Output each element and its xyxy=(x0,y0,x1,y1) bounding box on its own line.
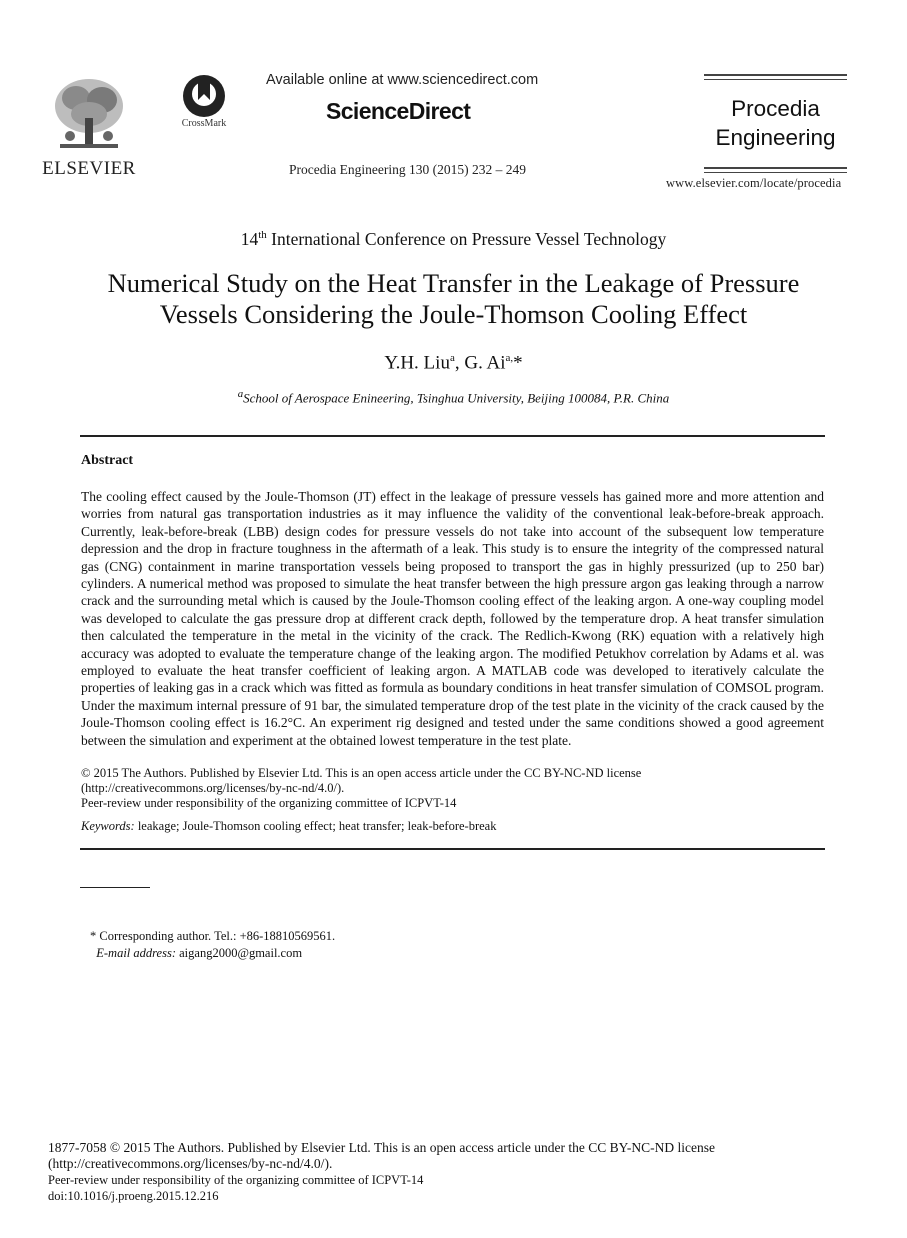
bottom-license-url-line xyxy=(48,1156,848,1172)
keywords-label: Keywords: xyxy=(81,819,135,833)
elsevier-tree-icon xyxy=(52,76,126,156)
doi-link[interactable]: doi:10.1016/j.proeng.2015.12.216 xyxy=(48,1189,219,1203)
conference-name xyxy=(0,229,907,250)
bottom-peer-review: Peer-review under responsibility of the organizing committee of ICPVT-14 xyxy=(48,1173,424,1187)
affiliation xyxy=(0,388,907,406)
abstract-heading: Abstract xyxy=(81,453,134,468)
abstract-body: The cooling effect caused by the Joule-Thomson (JT) effect in the leakage of pressure vessels has gained more and more attention and worries from natural gas transportation industries as it may influence the validity of the conventional leak-before-break approach. Currently, leak-before-break (LBB) design codes for pressure vessels do not take into account of the subsequent low temperature depression and the drop in fracture toughness in the aftermath of a leak. This study is to ensure the integrity of the compressed natural gas (CNG) containment in marine transportation vessels being proposed to transport the gas in highly pressurized (up to 250 bar) cylinders. A numerical method was proposed to simulate the heat transfer between the high pressure argon gas leaking through a narrow crack and the surrounding metal which is caused by the Joule-Thomson cooling effect of the leaking argon. A one-way coupling model was developed to calculate the gas pressure drop at different crack depth, followed by the temperature drop. A heat transfer simulation then calculated the temperature in the metal in the vicinity of the crack. The Redlich-Kwong (RK) equation with a relatively high accuracy was adopted to evaluate the temperature change of the leaking argon. The modified Petukhov correlation by Adams et al. was employed to evaluate the heat transfer coefficient of leaking argon. A MATLAB code was developed to iteratively calculate the properties of leaking gas in a crack which was fitted as formula as boundary conditions in heat transfer simulation of COMSOL program. Under the maximum internal pressure of 91 bar, the simulated temperature drop of the test plate in the vicinity of the crack caused by the Joule-Thomson cooling effect is 16.2°C. An experiment rig designed and tested under the same conditions showed a good agreement between the simulation and experiment at the obtained lowest temperature in the test plate. xyxy=(81,489,824,748)
crossmark-icon xyxy=(182,74,226,118)
journal-title xyxy=(704,94,847,152)
elsevier-logo xyxy=(30,74,148,178)
bottom-url-close: ). xyxy=(324,1156,333,1171)
sciencedirect-logo: ScienceDirect xyxy=(326,98,471,124)
journal-title-line1: Procedia xyxy=(731,96,820,121)
email-line xyxy=(90,945,335,962)
paper-title-line2: Vessels Considering the Joule-Thomson Cooling Effect xyxy=(159,299,748,329)
journal-title-box xyxy=(704,74,847,174)
footnote xyxy=(90,928,335,962)
journal-box-rule-bottom xyxy=(704,167,847,169)
paper-title xyxy=(60,268,847,330)
peer-review-line: Peer-review under responsibility of the organizing committee of ICPVT-14 xyxy=(81,796,457,810)
affiliation-mark: a xyxy=(237,388,244,400)
author-list xyxy=(0,352,907,374)
keywords xyxy=(81,819,824,834)
crossmark-label: CrossMark xyxy=(181,118,227,129)
elsevier-wordmark: ELSEVIER xyxy=(42,158,136,179)
author-name: Y.H. Liu xyxy=(384,352,450,374)
author-separator: , xyxy=(454,352,465,374)
license-url-link[interactable]: http://creativecommons.org/licenses/by-nc-nd/4.0/ xyxy=(85,781,337,795)
bottom-matter xyxy=(48,1140,848,1204)
license-url-open: ( xyxy=(81,781,86,795)
corresponding-author-mark[interactable]: * xyxy=(513,352,523,374)
author-name: G. Ai xyxy=(464,352,506,374)
corresponding-author-note: * Corresponding author. Tel.: +86-18810569561. xyxy=(90,929,336,943)
conference-ordinal: 14 xyxy=(240,229,259,249)
keywords-list: leakage; Joule-Thomson cooling effect; heat transfer; leak-before-break xyxy=(134,819,497,833)
journal-box-rule-bottom-thin xyxy=(704,172,847,173)
journal-reference: Procedia Engineering 130 (2015) 232 – 249 xyxy=(289,162,526,177)
conference-ordinal-suffix: th xyxy=(258,229,267,242)
email-address[interactable]: aigang2000@gmail.com xyxy=(176,946,303,960)
paper-title-line1: Numerical Study on the Heat Transfer in the Leakage of Pressure xyxy=(107,268,800,298)
license-url-close: ). xyxy=(336,781,345,795)
bottom-url-open: ( xyxy=(48,1156,53,1171)
copyright-line: © 2015 The Authors. Published by Elsevier Ltd. This is an open access article under the CC BY-NC-ND license xyxy=(81,766,642,780)
conference-title: International Conference on Pressure Vessel Technology xyxy=(266,229,667,249)
crossmark-badge[interactable] xyxy=(172,74,236,134)
license-block xyxy=(81,766,824,811)
footnote-rule xyxy=(80,887,150,888)
divider-rule-bottom xyxy=(80,848,825,850)
available-online-text[interactable]: Available online at www.sciencedirect.com xyxy=(266,72,539,88)
journal-title-line2: Engineering xyxy=(715,125,836,150)
email-label: E-mail address: xyxy=(96,946,176,960)
author-affiliation-mark: a, xyxy=(505,352,514,364)
license-url-line xyxy=(81,781,824,796)
divider-rule-top xyxy=(80,435,825,437)
bottom-license-url-link[interactable]: http://creativecommons.org/licenses/by-nc-nd/4.0/ xyxy=(52,1156,325,1171)
issn-copyright-line: 1877-7058 © 2015 The Authors. Published by Elsevier Ltd. This is an open access article under the CC BY-NC-ND license xyxy=(48,1140,716,1155)
affiliation-text: School of Aerospace Enineering, Tsinghua University, Beijing 100084, P.R. China xyxy=(243,390,670,406)
author-affiliation-mark: a xyxy=(449,352,455,364)
journal-box-rule-top-thin xyxy=(704,79,847,80)
journal-box-rule-top xyxy=(704,74,847,76)
journal-url-link[interactable]: www.elsevier.com/locate/procedia xyxy=(666,176,842,190)
